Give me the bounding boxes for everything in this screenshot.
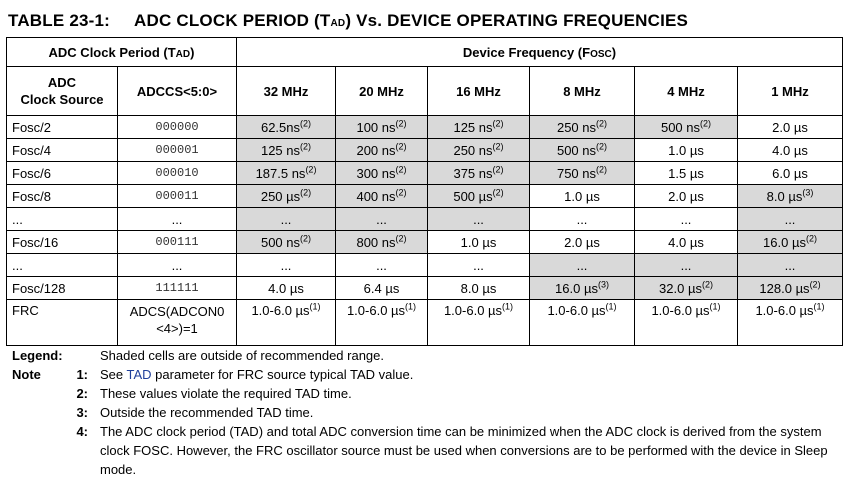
header-freq: 16 MHz	[428, 67, 530, 116]
table-number: TABLE 23-1:	[8, 11, 111, 30]
table-row	[7, 231, 843, 254]
row-source: Fosc/6	[7, 162, 118, 185]
legend: Legend: Shaded cells are outside of recommended range.	[12, 348, 385, 363]
adc-clock-table	[6, 37, 843, 346]
note-1: Note 1: See TAD parameter for FRC source typical TAD value.	[12, 367, 414, 382]
footnote-ref: (2)	[300, 187, 312, 198]
footnote-ref: (2)	[395, 141, 407, 152]
table-cell: 250 µs$^{(2)}$	[237, 185, 336, 208]
table-cell: ...	[635, 254, 738, 277]
row-source: Fosc/128	[7, 277, 118, 300]
table-cell: 250 $ns^{(2)}$	[530, 116, 635, 139]
header-freq: 4 MHz	[635, 67, 738, 116]
table-cell: 500 $ns^{(2)}$	[635, 116, 738, 139]
table-row	[7, 254, 843, 277]
table-row	[7, 162, 843, 185]
row-code: ADCS(ADCON0 <4>)=1	[118, 300, 237, 346]
row-source: Fosc/16	[7, 231, 118, 254]
footnote-ref: (2)	[395, 187, 407, 198]
note-4: 4: The ADC clock period (TAD) and total ADC conversion time can be minimized when the ADC clock is derived from the system clock FOSC. However, the FRC oscillator source must be used when conversions are to be performed with the device in Sleep mode.	[76, 424, 828, 477]
footnote-ref: (2)	[300, 233, 312, 244]
table-cell: ...	[428, 208, 530, 231]
table-cell: ...	[530, 254, 635, 277]
table-cell: ...	[237, 254, 336, 277]
header-freq: 8 MHz	[530, 67, 635, 116]
table-cell: 1.0 µs	[530, 185, 635, 208]
table-cell: 8.0 µs$^{(3)}$	[738, 185, 843, 208]
table-cell: 200 $ns^{(2)}$	[336, 139, 428, 162]
row-code: 000010	[118, 162, 237, 185]
table-cell: 4.0 µs	[237, 277, 336, 300]
table-cell: 16.0 µs$^{(3)}$	[530, 277, 635, 300]
table-row	[7, 277, 843, 300]
table-cell: 800 $ns^{(2)}$	[336, 231, 428, 254]
footnote-ref: (2)	[300, 118, 312, 129]
table-cell: 1.0-6.0 µs$^{(1)}$	[635, 300, 738, 346]
table-cell: 6.0 µs	[738, 162, 843, 185]
table-cell: 500 µs$^{(2)}$	[428, 185, 530, 208]
row-code: 000111	[118, 231, 237, 254]
table-cell: $62.5ns^{(2)}$	[237, 116, 336, 139]
header-freq: 20 MHz	[336, 67, 428, 116]
footnote-ref: (2)	[395, 233, 407, 244]
row-code: 000001	[118, 139, 237, 162]
footnote-ref: (2)	[492, 164, 504, 175]
table-row	[7, 116, 843, 139]
header-device-frequency: Device Frequency (FOSC)	[237, 38, 843, 67]
table-cell: 100 $ns^{(2)}$	[336, 116, 428, 139]
table-cell: ...	[237, 208, 336, 231]
row-source: FRC	[7, 300, 118, 346]
table-cell: 1.0-6.0 µs$^{(1)}$	[428, 300, 530, 346]
table-body	[7, 116, 843, 300]
header-clock-source: ADC Clock Source	[7, 67, 118, 116]
table-cell: ...	[530, 208, 635, 231]
note-3: 3: Outside the recommended TAD time.	[76, 405, 314, 420]
table-cell: 1.0-6.0 µs$^{(1)}$	[237, 300, 336, 346]
table-cell: 1.5 µs	[635, 162, 738, 185]
table-title: TABLE 23-1: ADC CLOCK PERIOD (TAD) Vs. DEVICE OPERATING FREQUENCIES	[8, 11, 689, 30]
table-cell: 128.0 µs$^{(2)}$	[738, 277, 843, 300]
footnote-ref: (2)	[492, 141, 504, 152]
footnote-ref: (3)	[802, 187, 814, 198]
table-cell: 1.0 µs	[635, 139, 738, 162]
table-cell: 16.0 µs$^{(2)}$	[738, 231, 843, 254]
row-source: Fosc/2	[7, 116, 118, 139]
footnote-ref: (2)	[300, 141, 312, 152]
table-cell: ...	[336, 254, 428, 277]
footnote-ref: (2)	[596, 141, 608, 152]
footnote-ref: (2)	[700, 118, 712, 129]
table-row	[7, 139, 843, 162]
table-cell: 375 $ns^{(2)}$	[428, 162, 530, 185]
table-cell: 8.0 µs	[428, 277, 530, 300]
table-cell: 1.0-6.0 µs$^{(1)}$	[738, 300, 843, 346]
table-cell: ...	[738, 254, 843, 277]
table-cell: 400 $ns^{(2)}$	[336, 185, 428, 208]
header-clock-period: ADC Clock Period (TAD)	[7, 38, 237, 67]
row-code: 000000	[118, 116, 237, 139]
row-source: ...	[7, 208, 118, 231]
table-cell: 32.0 µs$^{(2)}$	[635, 277, 738, 300]
table-cell: 500 $ns^{(2)}$	[530, 139, 635, 162]
table-cell: 125 $ns^{(2)}$	[237, 139, 336, 162]
header-freq: 1 MHz	[738, 67, 843, 116]
table-cell: 750 $ns^{(2)}$	[530, 162, 635, 185]
table-cell: 4.0 µs	[635, 231, 738, 254]
table-cell: 500 $ns^{(2)}$	[237, 231, 336, 254]
footnote-ref: (2)	[701, 279, 713, 290]
footnote-ref: (2)	[395, 164, 407, 175]
table-cell: ...	[336, 208, 428, 231]
table-row	[7, 208, 843, 231]
table-notes	[12, 346, 852, 479]
table-cell: 125 $ns^{(2)}$	[428, 116, 530, 139]
table-row-frc	[7, 300, 843, 346]
table-cell: 6.4 µs	[336, 277, 428, 300]
row-code: ...	[118, 254, 237, 277]
header-freq: 32 MHz	[237, 67, 336, 116]
table-cell: 1.0-6.0 µs$^{(1)}$	[530, 300, 635, 346]
footnote-ref: (2)	[596, 118, 608, 129]
table-cell: ...	[738, 208, 843, 231]
footnote-ref: (2)	[809, 279, 821, 290]
tad-link[interactable]: TAD	[126, 367, 152, 382]
table-cell: 1.0 µs	[428, 231, 530, 254]
table-cell: 2.0 µs	[738, 116, 843, 139]
table-cell: ...	[428, 254, 530, 277]
footnote-ref: (2)	[805, 233, 817, 244]
table-cell: ...	[635, 208, 738, 231]
table-cell: 1.0-6.0 µs$^{(1)}$	[336, 300, 428, 346]
row-code: 000011	[118, 185, 237, 208]
row-code: ...	[118, 208, 237, 231]
footnote-ref: (2)	[395, 118, 407, 129]
table-cell: 300 $ns^{(2)}$	[336, 162, 428, 185]
table-row	[7, 185, 843, 208]
table-cell: 250 $ns^{(2)}$	[428, 139, 530, 162]
header-adccs: ADCCS<5:0>	[118, 67, 237, 116]
footnote-ref: (2)	[492, 118, 504, 129]
table-cell: 187.5 $ns^{(2)}$	[237, 162, 336, 185]
row-source: ...	[7, 254, 118, 277]
table-cell: 4.0 µs	[738, 139, 843, 162]
row-source: Fosc/8	[7, 185, 118, 208]
footnote-ref: (2)	[305, 164, 317, 175]
footnote-ref: (2)	[492, 187, 504, 198]
footnote-ref: (3)	[597, 279, 609, 290]
row-source: Fosc/4	[7, 139, 118, 162]
table-cell: 2.0 µs	[635, 185, 738, 208]
footnote-ref: (2)	[596, 164, 608, 175]
note-2: 2: These values violate the required TAD time.	[76, 386, 352, 401]
row-code: 111111	[118, 277, 237, 300]
table-cell: 2.0 µs	[530, 231, 635, 254]
